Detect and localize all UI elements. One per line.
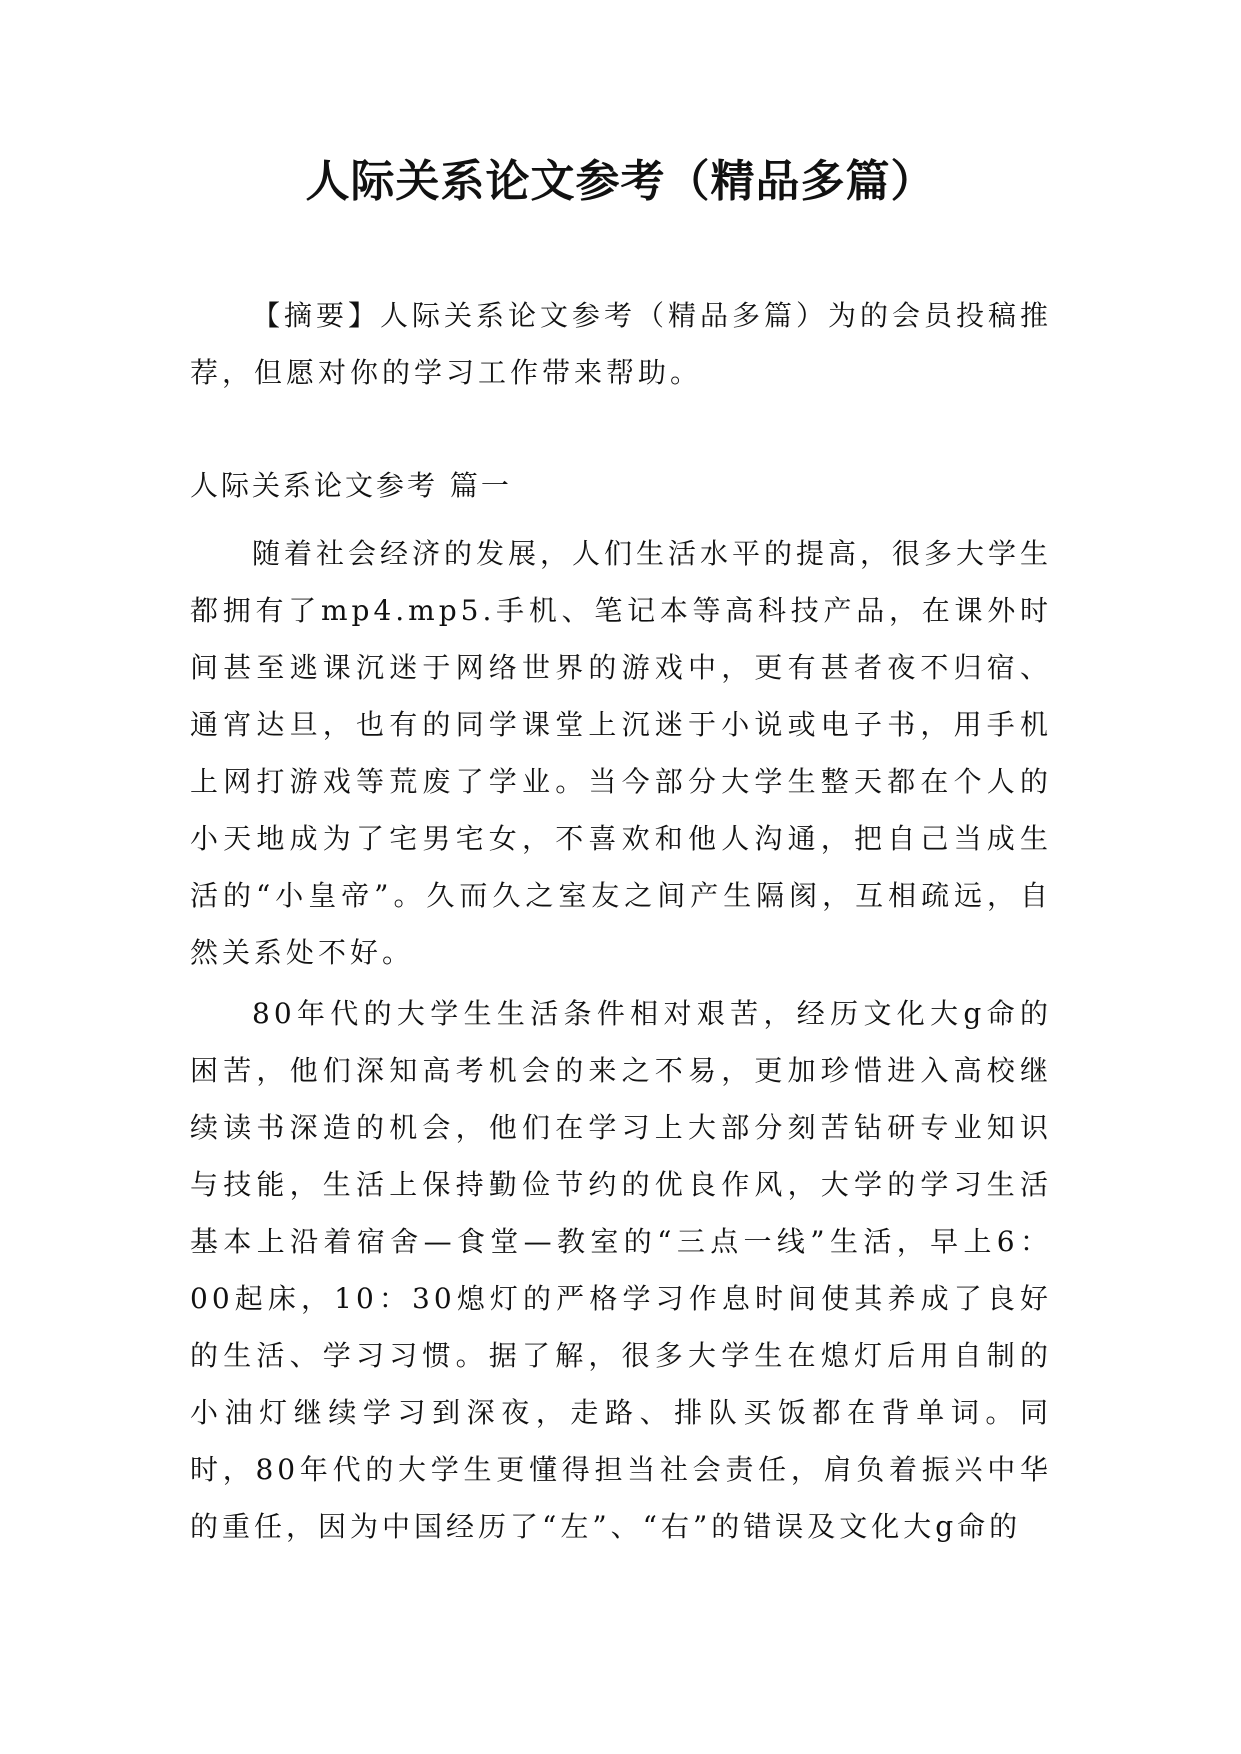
document-title: 人际关系论文参考（精品多篇） <box>305 156 936 207</box>
section-heading: 人际关系论文参考 篇一 <box>190 469 512 502</box>
abstract-paragraph: 【摘要】人际关系论文参考（精品多篇）为的会员投稿推荐，但愿对你的学习工作带来帮助。 <box>190 299 1053 389</box>
body-paragraph-2: 80年代的大学生生活条件相对艰苦，经历文化大g命的困苦，他们深知高考机会的来之不易，更加珍惜进入高校继续读书深造的机会，他们在学习上大部分刻苦钻研专业知识与技能，生活上保持勤俭节约的优良作风，大学的学习生活基本上沿着宿舍—食堂—教室的“三点一线”生活，早上6：00起床，10：30熄灯的严格学习作息时间使其养成了良好的生活、学习习惯。据了解，很多大学生在熄灯后用自制的小油灯继续学习到深夜，走路、排队买饭都在背单词。同时，80年代的大学生更懂得担当社会责任，肩负着振兴中华的重任，因为中国经历了“左”、“右”的错误及文化大g命的 <box>190 997 1052 1543</box>
body-paragraph-1: 随着社会经济的发展，人们生活水平的提高，很多大学生都拥有了mp4.mp5.手机、笔记本等高科技产品，在课外时间甚至逃课沉迷于网络世界的游戏中，更有甚者夜不归宿、通宵达旦，也有的同学课堂上沉迷于小说或电子书，用手机上网打游戏等荒废了学业。当今部分大学生整天都在个人的小天地成为了宅男宅女，不喜欢和他人沟通，把自己当成生活的“小皇帝”。久而久之室友之间产生隔阂，互相疏远，自然关系处不好。 <box>190 537 1053 969</box>
